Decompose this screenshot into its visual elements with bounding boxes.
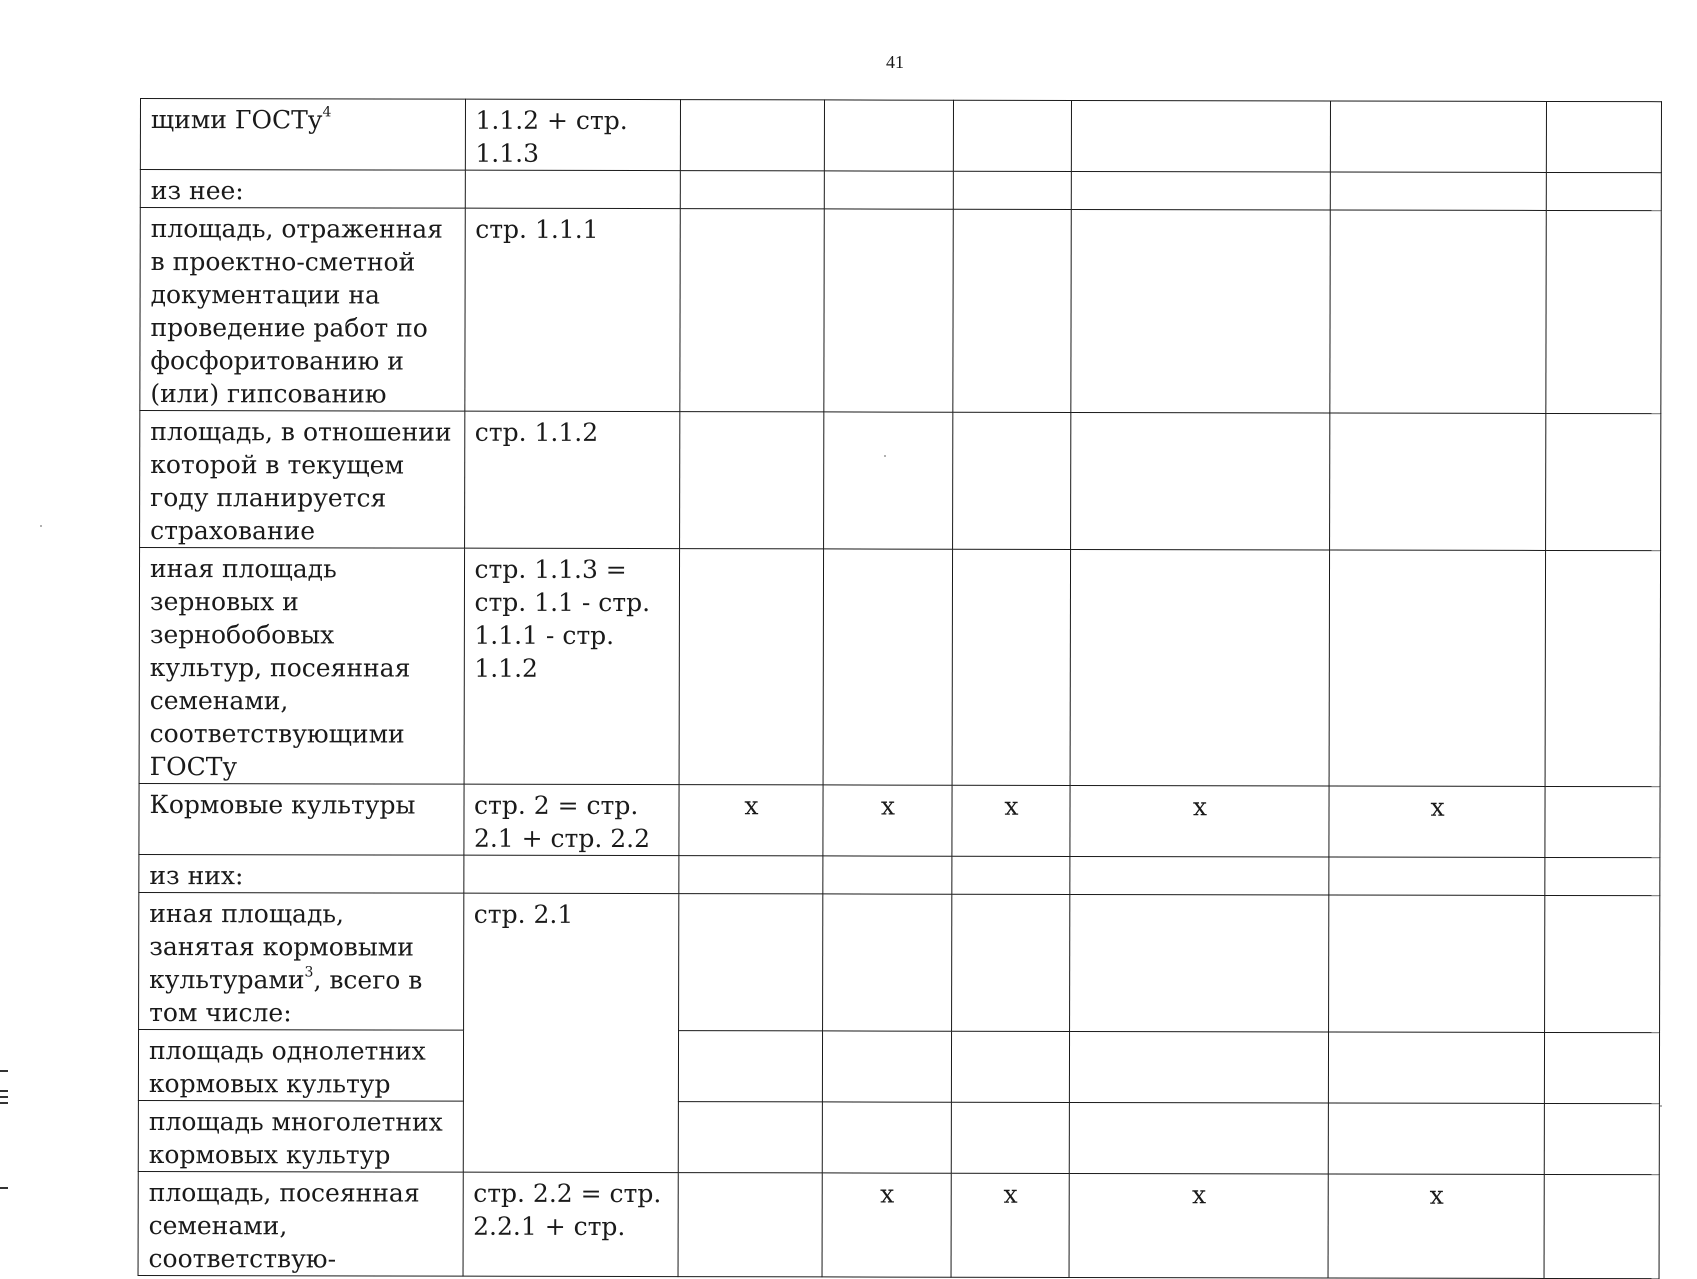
value-cell — [1069, 1031, 1328, 1103]
row-reference: стр. 1.1.1 — [464, 208, 680, 411]
row-label: Кормовые культуры — [139, 783, 464, 855]
value-cell — [1544, 1174, 1659, 1278]
value-cell: x — [952, 785, 1070, 856]
value-cell — [824, 100, 953, 171]
value-cell: x — [822, 1173, 951, 1277]
value-cell: x — [1069, 1173, 1328, 1278]
value-cell — [952, 412, 1070, 549]
value-cell — [679, 549, 824, 785]
value-cell — [1546, 210, 1661, 413]
value-cell — [679, 856, 823, 894]
row-reference: стр. 2.1 — [463, 893, 679, 1172]
value-cell — [822, 1031, 951, 1102]
value-cell — [953, 171, 1071, 209]
value-cell — [951, 1102, 1069, 1173]
value-cell — [951, 894, 1069, 1031]
value-cell — [1546, 172, 1661, 210]
value-cell — [1329, 550, 1546, 786]
value-cell — [678, 1102, 822, 1173]
value-cell — [1330, 172, 1546, 210]
value-cell — [680, 209, 825, 412]
value-cell — [1329, 857, 1545, 895]
value-cell: x — [1070, 785, 1329, 857]
value-cell — [1070, 856, 1329, 895]
value-cell — [1069, 894, 1328, 1032]
table-row — [140, 170, 1661, 211]
value-cell — [678, 894, 823, 1031]
row-reference: стр. 1.1.2 — [464, 411, 680, 548]
scan-margin-mark — [0, 1070, 8, 1072]
value-cell — [680, 171, 824, 209]
value-cell — [1544, 1103, 1659, 1174]
value-cell — [1328, 895, 1545, 1032]
row-label: из них: — [139, 854, 464, 893]
row-reference — [465, 170, 680, 208]
value-cell — [1330, 101, 1546, 172]
table-row — [139, 854, 1660, 895]
value-cell — [678, 1173, 822, 1277]
row-label: площадь многолетних кормовых культур — [138, 1100, 463, 1172]
value-cell — [824, 171, 953, 209]
value-cell: x — [1328, 1174, 1545, 1278]
scan-margin-mark — [0, 1187, 8, 1189]
value-cell — [1545, 550, 1660, 786]
row-reference: 1.1.2 + стр. 1.1.3 — [465, 99, 680, 170]
value-cell — [1328, 1103, 1544, 1174]
value-cell — [824, 412, 953, 549]
value-cell — [1330, 210, 1547, 413]
row-label: из нее: — [140, 170, 465, 209]
value-cell — [679, 412, 824, 549]
value-cell — [953, 209, 1071, 412]
table-row — [139, 548, 1660, 787]
scan-speck — [1660, 1105, 1662, 1107]
table-row — [138, 1100, 1659, 1174]
scan-margin-mark — [0, 1090, 8, 1092]
value-cell — [1328, 1032, 1544, 1103]
table-row — [138, 1171, 1659, 1278]
row-reference: стр. 2.2 = стр. 2.2.1 + стр. — [463, 1172, 678, 1276]
value-cell — [952, 549, 1070, 785]
value-cell — [823, 856, 952, 894]
scan-speck — [884, 455, 886, 457]
row-label: щими ГОСТу$^4$ — [140, 99, 465, 171]
row-label: иная площадь, занятая кормовыми культурами$^3$, всего в том числе: — [139, 892, 464, 1030]
value-cell: x — [951, 1173, 1069, 1277]
value-cell — [1546, 413, 1661, 550]
value-cell — [680, 100, 824, 171]
row-reference: стр. 1.1.3 = стр. 1.1 - стр. 1.1.1 - стр. 1.1.2 — [464, 548, 680, 784]
value-cell: x — [823, 785, 952, 856]
row-label: площадь, отраженная в проектно-сметной документации на проведение работ по фосфоритованию и (или) гипсованию — [140, 208, 465, 412]
row-label: площадь однолетних кормовых культур — [138, 1029, 463, 1101]
table-row — [139, 783, 1660, 857]
value-cell — [952, 856, 1070, 894]
value-cell — [1329, 413, 1546, 550]
value-cell — [1545, 857, 1660, 895]
value-cell — [1545, 1032, 1660, 1103]
value-cell — [822, 1102, 951, 1173]
row-label: площадь, в отношении которой в текущем году планируется страхование — [140, 411, 465, 549]
scan-speck — [40, 525, 42, 527]
row-reference: стр. 2 = стр. 2.1 + стр. 2.2 — [463, 784, 678, 855]
scan-margin-mark — [0, 1102, 8, 1104]
value-cell — [1071, 100, 1330, 172]
value-cell — [951, 1031, 1069, 1102]
table-row — [138, 1029, 1659, 1103]
table-row — [140, 208, 1661, 414]
value-cell — [1070, 549, 1329, 786]
value-cell — [823, 549, 952, 785]
value-cell — [1547, 101, 1662, 172]
data-table — [138, 98, 1662, 1279]
value-cell — [678, 1031, 822, 1102]
scan-margin-mark — [0, 1096, 8, 1098]
table-row — [140, 411, 1661, 551]
value-cell — [1071, 171, 1330, 210]
row-label: иная площадь зерновых и зернобобовых культур, посеянная семенами, соответствующими ГОСТу — [139, 548, 464, 785]
page-number: 41 — [886, 52, 904, 72]
value-cell: x — [1329, 786, 1545, 857]
value-cell — [1545, 895, 1660, 1032]
value-cell — [1545, 786, 1660, 857]
value-cell — [1071, 209, 1330, 413]
value-cell: x — [679, 785, 823, 856]
row-reference — [463, 855, 678, 893]
value-cell — [1070, 412, 1329, 550]
value-cell — [1069, 1102, 1328, 1174]
table-row — [139, 892, 1660, 1032]
value-cell — [823, 894, 952, 1031]
row-label: площадь, посеянная семенами, соответствую- — [138, 1171, 463, 1276]
value-cell — [824, 209, 953, 412]
value-cell — [953, 100, 1071, 171]
table-row — [140, 99, 1661, 173]
